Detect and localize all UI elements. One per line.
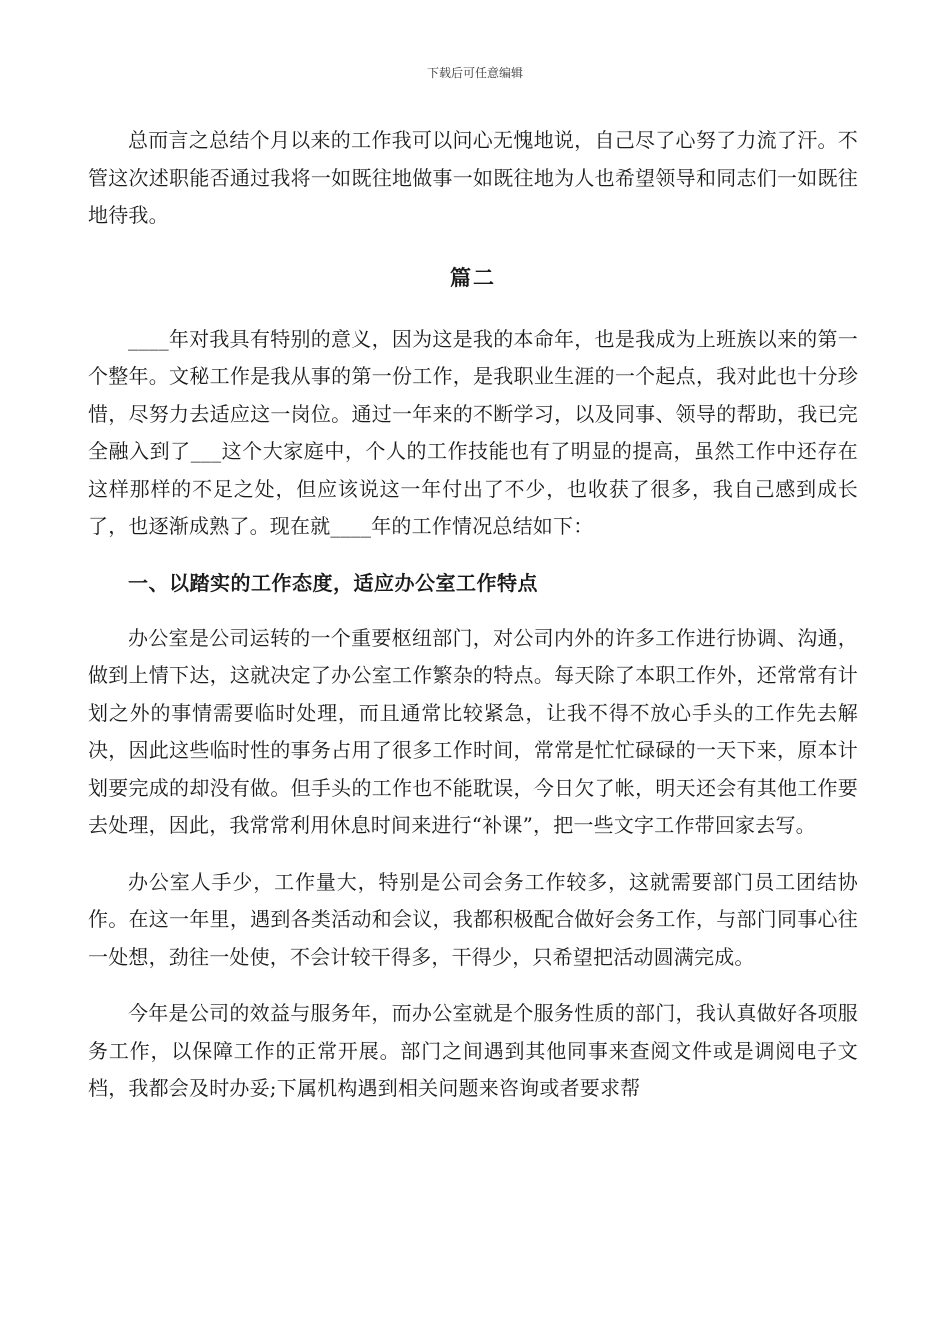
paragraph-1: ____年对我具有特别的意义，因为这是我的本命年，也是我成为上班族以来的第一个整年。文秘工作是我从事的第一份工作，是我职业生涯的一个起点，我对此也十分珍惜，尽努力去适应这一岗位。通过一年来的不断学习，以及同事、领导的帮助，我已完全融入到了___这个大家庭中，个人的工作技能也有了明显的提高，虽然工作中还存在这样那样的不足之处，但应该说这一年付出了不少，也收获了很多，我自己感到成长了，也逐渐成熟了。现在就____年的工作情况总结如下： <box>88 326 858 538</box>
paragraph-4: 今年是公司的效益与服务年，而办公室就是个服务性质的部门，我认真做好各项服务工作，以保障工作的正常开展。部门之间遇到其他同事来查阅文件或是调阅电子文档，我都会及时办妥;下属机构遇到相关问题来咨询或者要求帮 <box>88 1001 858 1100</box>
subheading-1: 一、以踏实的工作态度，适应办公室工作特点 <box>128 570 538 595</box>
paragraph-3: 办公室人手少，工作量大，特别是公司会务工作较多，这就需要部门员工团结协作。在这一年里，遇到各类活动和会议，我都积极配合做好会务工作，与部门同事心往一处想，劲往一处使，不会计较干得多，干得少，只希望把活动圆满完成。 <box>88 869 858 969</box>
paragraph-2: 办公室是公司运转的一个重要枢纽部门，对公司内外的许多工作进行协调、沟通，做到上情下达，这就决定了办公室工作繁杂的特点。每天除了本职工作外，还常常有计划之外的事情需要临时处理，而且通常比较紧急，让我不得不放心手头的工作先去解决，因此这些临时性的事务占用了很多工作时间，常常是忙忙碌碌的一天下来，原本计划要完成的却没有做。但手头的工作也不能耽误，今日欠了帐，明天还会有其他工作要去处理，因此，我常常利用休息时间来进行“补课”，把一些文字工作带回家去写。 <box>88 625 858 837</box>
section-title: 篇二 <box>450 264 496 290</box>
intro-paragraph: 总而言之总结个月以来的工作我可以问心无愧地说，自己尽了心努了力流了汗。不管这次述职能否通过我将一如既往地做事一如既往地为人也希望领导和同志们一如既往地待我。 <box>88 128 858 227</box>
document-body <box>88 122 858 1127</box>
page-header: 下载后可任意编辑 <box>426 66 523 80</box>
